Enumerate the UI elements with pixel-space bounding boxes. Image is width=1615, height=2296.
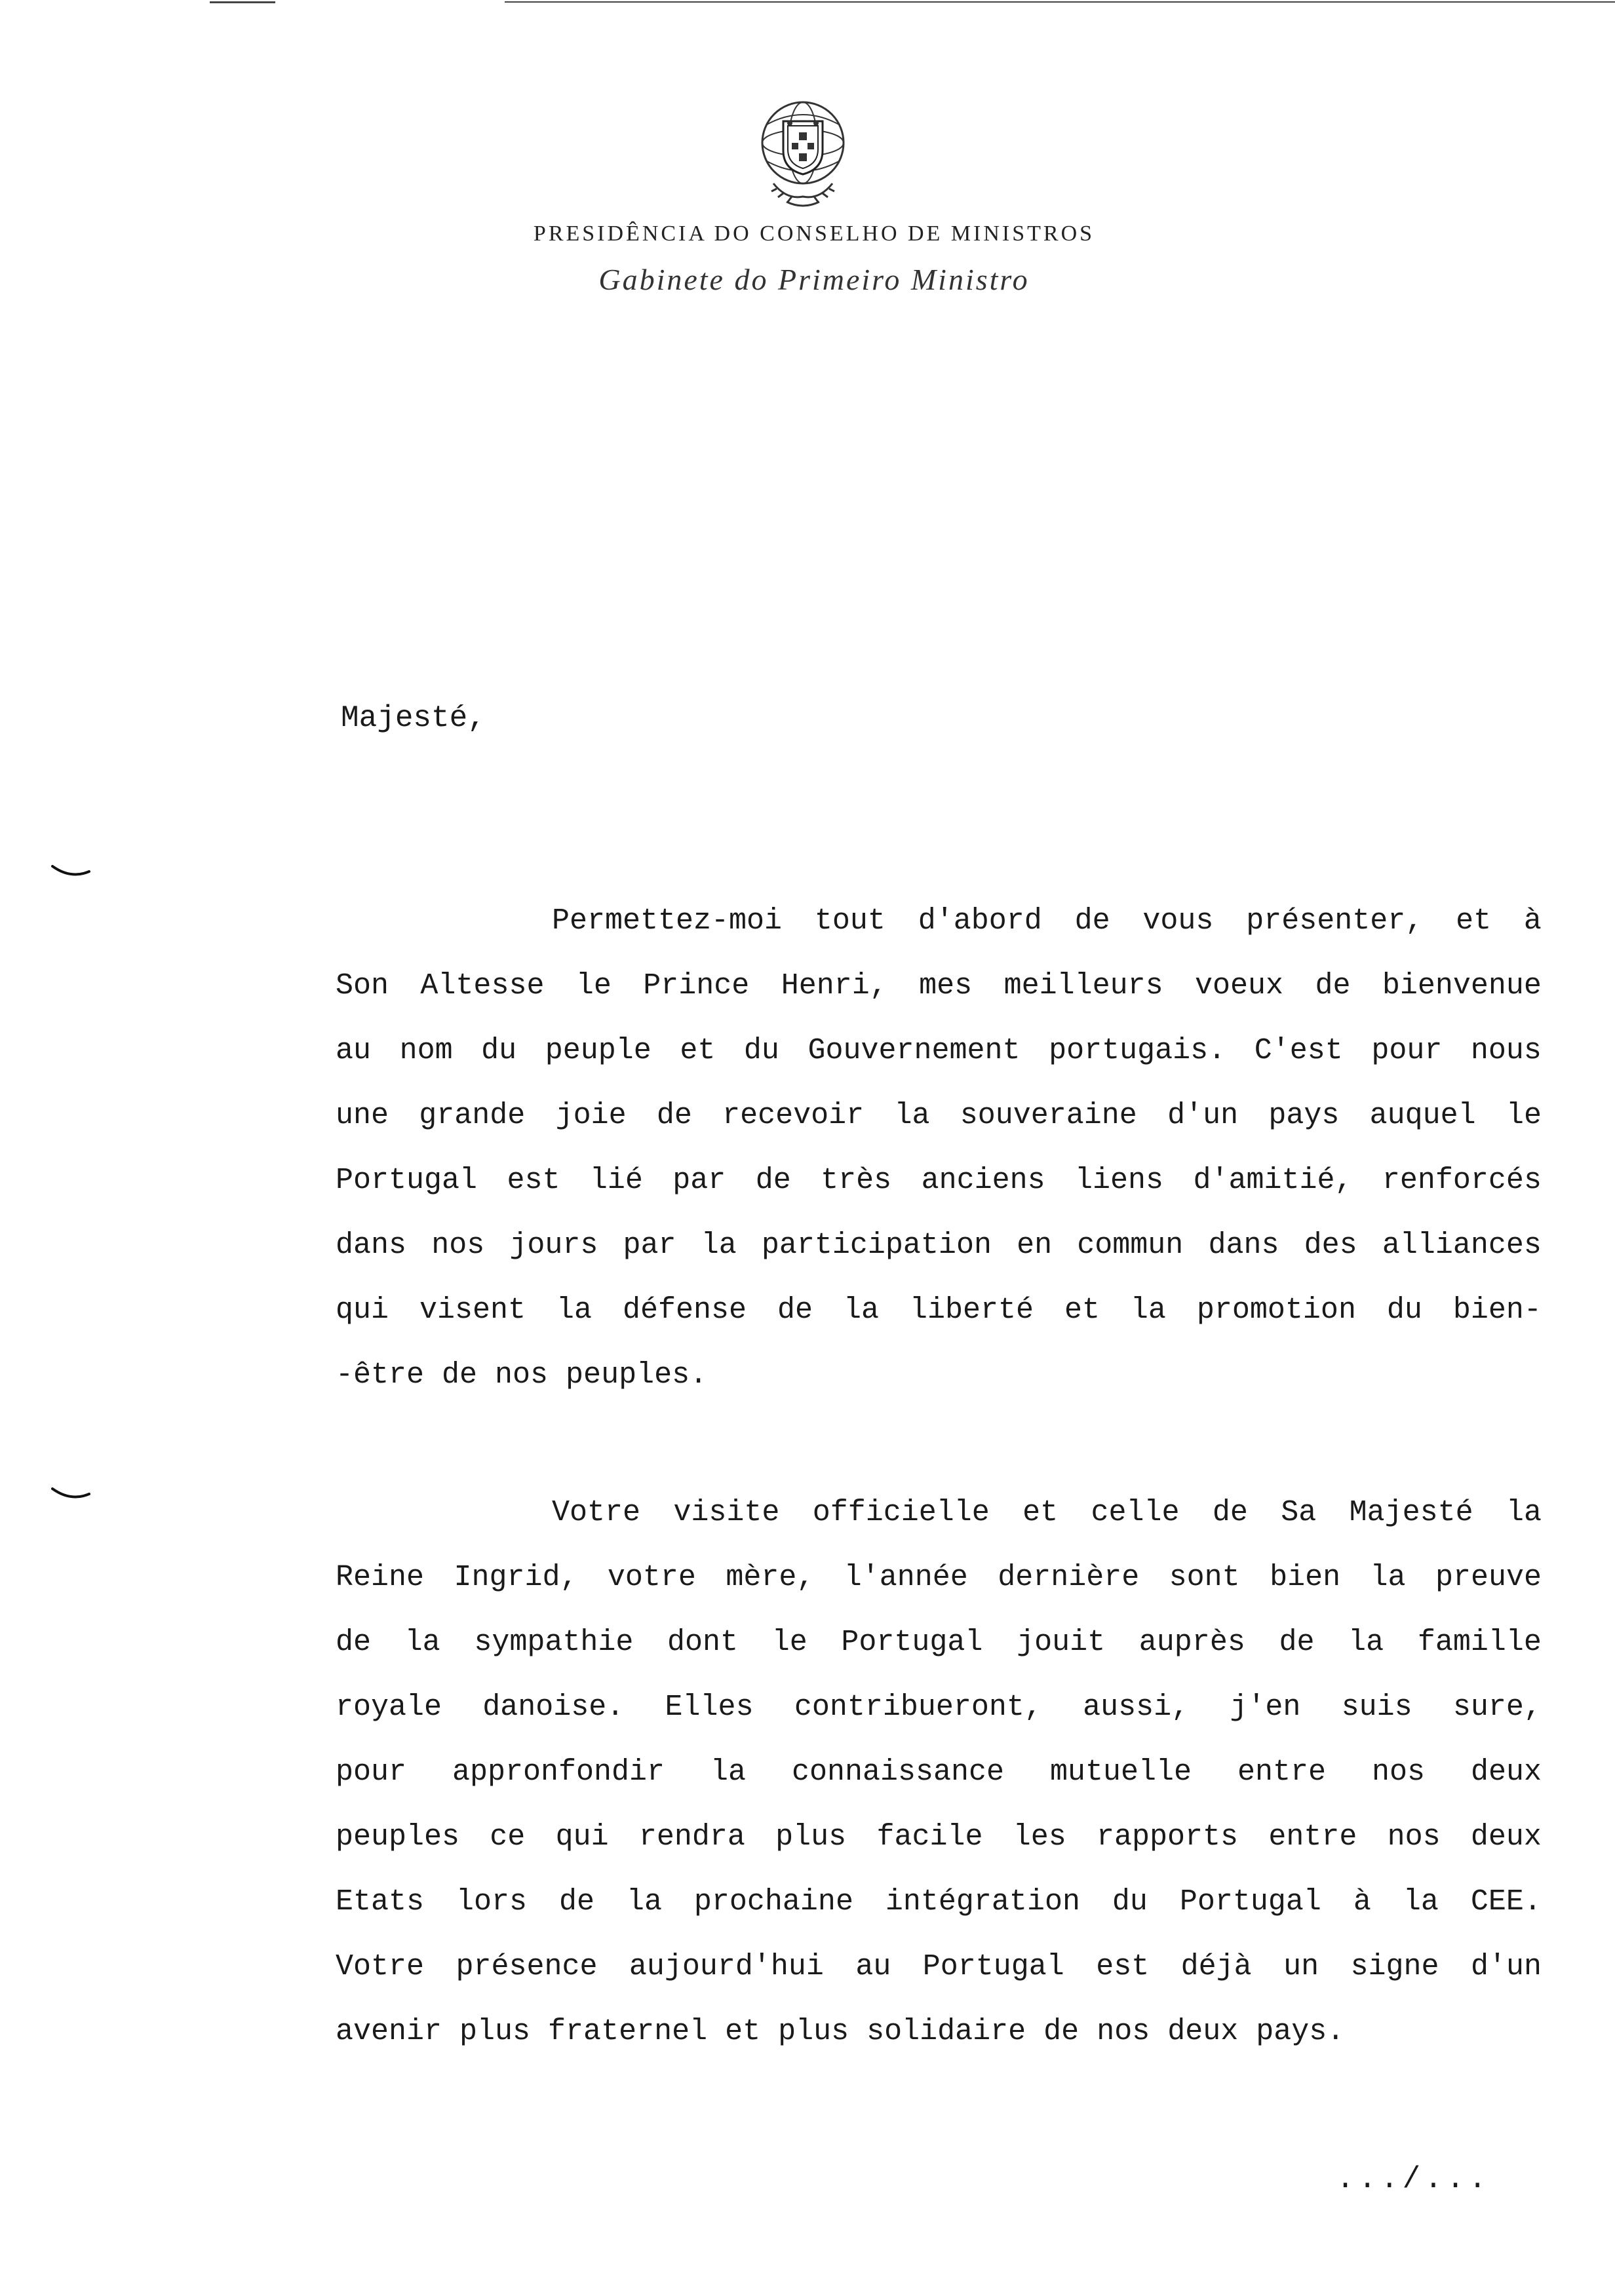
- word: la: [701, 1229, 737, 1262]
- word: d'un: [1470, 1950, 1542, 1983]
- word: pays: [1268, 1099, 1340, 1132]
- word: signe: [1350, 1950, 1439, 1983]
- office-subtitle: Gabinete do Primeiro Ministro: [598, 263, 1030, 296]
- word: sont: [1169, 1561, 1240, 1594]
- word: Votre: [336, 1950, 425, 1983]
- word: la: [710, 1755, 747, 1789]
- word: danoise.: [482, 1691, 625, 1724]
- word: qui: [555, 1820, 609, 1854]
- word: connaissance: [791, 1755, 1005, 1789]
- coat-of-arms-seal-icon: [747, 92, 859, 210]
- word: dont: [667, 1626, 739, 1659]
- word: Son: [336, 969, 389, 1003]
- paragraph-line: -être de nos peuples.: [336, 1358, 708, 1392]
- paragraph-line: [336, 1293, 1542, 1358]
- word: voeux: [1195, 969, 1284, 1003]
- margin-mark-icon: [51, 864, 90, 883]
- word: est: [1096, 1950, 1150, 1983]
- word: nos: [1371, 1755, 1425, 1789]
- word: commun: [1077, 1229, 1184, 1262]
- word: plus: [775, 1820, 847, 1854]
- word: nous: [1470, 1034, 1542, 1067]
- word: ce: [490, 1820, 526, 1854]
- word: en: [1017, 1229, 1053, 1262]
- word: la: [894, 1099, 930, 1132]
- word: à: [1353, 1885, 1371, 1919]
- word: les: [1013, 1820, 1066, 1854]
- word: d'amitié,: [1193, 1164, 1353, 1197]
- word: sure,: [1452, 1691, 1542, 1724]
- word: bien-: [1452, 1293, 1542, 1327]
- word: intégration: [885, 1885, 1080, 1919]
- word: la: [404, 1626, 440, 1659]
- word: aussi,: [1083, 1691, 1190, 1724]
- word: du: [1386, 1293, 1422, 1327]
- word: une: [336, 1099, 389, 1132]
- salutation: Majesté,: [341, 701, 486, 735]
- word: contribueront,: [794, 1691, 1042, 1724]
- paragraph-line: [336, 1755, 1542, 1820]
- word: pour: [1371, 1034, 1443, 1067]
- word: la: [1130, 1293, 1166, 1327]
- body-paragraph: [336, 1496, 1542, 2080]
- word: de: [1212, 1496, 1248, 1529]
- word: officielle: [812, 1496, 990, 1529]
- paragraph-line: [336, 1164, 1542, 1229]
- word: au: [336, 1034, 372, 1067]
- word: rapports: [1097, 1820, 1239, 1854]
- word: le: [575, 969, 612, 1003]
- word: deux: [1470, 1755, 1542, 1789]
- word: jouit: [1017, 1626, 1106, 1659]
- word: auprès: [1138, 1626, 1245, 1659]
- word: bien: [1270, 1561, 1341, 1594]
- word: alliances: [1382, 1229, 1542, 1262]
- paragraph-line: [336, 1229, 1542, 1293]
- word: nom: [399, 1034, 453, 1067]
- word: Gouvernement: [808, 1034, 1021, 1067]
- word: de: [558, 1885, 594, 1919]
- word: CEE.: [1470, 1885, 1542, 1919]
- word: dans: [336, 1229, 407, 1262]
- word: défense: [622, 1293, 747, 1327]
- word: auquel: [1369, 1099, 1476, 1132]
- word: par: [623, 1229, 676, 1262]
- word: de: [656, 1099, 692, 1132]
- word: dernière: [998, 1561, 1140, 1594]
- word: du: [1112, 1885, 1148, 1919]
- word: la: [1403, 1885, 1439, 1919]
- word: Portugal: [336, 1164, 478, 1197]
- paragraph-line: [336, 1626, 1542, 1691]
- word: entre: [1237, 1755, 1327, 1789]
- word: celle: [1091, 1496, 1180, 1529]
- paragraph-line: [336, 1034, 1542, 1099]
- word: Portugal: [1179, 1885, 1321, 1919]
- word: de: [1279, 1626, 1315, 1659]
- paragraph-line: [336, 1561, 1542, 1626]
- word: Portugal: [922, 1950, 1064, 1983]
- margin-mark-icon: [51, 1486, 90, 1506]
- word: mutuelle: [1049, 1755, 1192, 1789]
- word: qui: [336, 1293, 389, 1327]
- word: participation: [761, 1229, 992, 1262]
- scan-edge-line: [210, 1, 275, 3]
- paragraph-line: [336, 1950, 1542, 2015]
- word: pour: [336, 1755, 407, 1789]
- word: au: [855, 1950, 891, 1983]
- paragraph-line: [336, 1885, 1542, 1950]
- word: Majesté: [1349, 1496, 1473, 1529]
- word: peuples: [336, 1820, 460, 1854]
- word: recevoir: [722, 1099, 865, 1132]
- word: de: [777, 1293, 813, 1327]
- word: présence: [456, 1950, 598, 1983]
- word: d'un: [1167, 1099, 1239, 1132]
- word: rendra: [638, 1820, 745, 1854]
- institution-title: PRESIDÊNCIA DO CONSELHO DE MINISTROS: [533, 221, 1095, 246]
- word: de: [336, 1626, 372, 1659]
- word: suis: [1341, 1691, 1412, 1724]
- word: le: [1506, 1099, 1542, 1132]
- word: sympathie: [474, 1626, 634, 1659]
- word: Reine: [336, 1561, 425, 1594]
- word: la: [1370, 1561, 1406, 1594]
- word: de: [1315, 969, 1351, 1003]
- word: et: [1064, 1293, 1100, 1327]
- word: et: [1022, 1496, 1059, 1529]
- word: deux: [1470, 1820, 1542, 1854]
- word: royale: [336, 1691, 442, 1724]
- word: appronfondir: [452, 1755, 665, 1789]
- word: renforcés: [1382, 1164, 1542, 1197]
- word: présenter,: [1246, 904, 1424, 938]
- scan-edge-line: [505, 1, 1615, 3]
- continuation-mark: .../...: [1336, 2162, 1490, 2196]
- word: votre: [607, 1561, 696, 1594]
- word: à: [1523, 904, 1542, 938]
- word: visite: [673, 1496, 780, 1529]
- word: lors: [456, 1885, 528, 1919]
- word: très: [821, 1164, 892, 1197]
- word: Prince: [643, 969, 750, 1003]
- word: liens: [1075, 1164, 1164, 1197]
- word: mère,: [726, 1561, 815, 1594]
- word: prochaine: [693, 1885, 853, 1919]
- word: par: [672, 1164, 726, 1197]
- word: liberté: [909, 1293, 1034, 1327]
- word: nos: [431, 1229, 485, 1262]
- word: des: [1304, 1229, 1357, 1262]
- paragraph-line: [336, 969, 1542, 1034]
- word: Portugal: [841, 1626, 983, 1659]
- word: joie: [555, 1099, 627, 1132]
- word: Ingrid,: [454, 1561, 578, 1594]
- word: lié: [589, 1164, 643, 1197]
- word: est: [507, 1164, 560, 1197]
- word: C'est: [1254, 1034, 1343, 1067]
- word: la: [843, 1293, 879, 1327]
- word: souveraine: [960, 1099, 1137, 1132]
- word: vous: [1142, 904, 1214, 938]
- word: promotion: [1196, 1293, 1356, 1327]
- word: Henri,: [781, 969, 887, 1003]
- word: grande: [419, 1099, 526, 1132]
- word: famille: [1417, 1626, 1542, 1659]
- word: du: [481, 1034, 517, 1067]
- word: Permettez-moi: [552, 904, 783, 938]
- word: de: [755, 1164, 791, 1197]
- word: meilleurs: [1003, 969, 1163, 1003]
- word: Etats: [336, 1885, 425, 1919]
- word: jours: [509, 1229, 598, 1262]
- word: Elles: [665, 1691, 754, 1724]
- word: Votre: [552, 1496, 641, 1529]
- paragraph-line: [336, 1099, 1542, 1164]
- word: j'en: [1230, 1691, 1301, 1724]
- word: de: [1074, 904, 1110, 938]
- body-paragraph: [336, 904, 1542, 1423]
- word: la: [1348, 1626, 1384, 1659]
- word: portugais.: [1049, 1034, 1226, 1067]
- word: un: [1283, 1950, 1319, 1983]
- word: bienvenue: [1382, 969, 1542, 1003]
- word: la: [626, 1885, 662, 1919]
- word: peuple: [545, 1034, 652, 1067]
- word: d'abord: [918, 904, 1042, 938]
- word: dans: [1208, 1229, 1279, 1262]
- word: déjà: [1180, 1950, 1252, 1983]
- word: tout: [814, 904, 885, 938]
- word: Altesse: [420, 969, 545, 1003]
- word: mes: [919, 969, 973, 1003]
- paragraph-line: [336, 1820, 1542, 1885]
- word: du: [743, 1034, 779, 1067]
- word: preuve: [1435, 1561, 1542, 1594]
- paragraph-line: avenir plus fraternel et plus solidaire de nos deux pays.: [336, 2015, 1345, 2048]
- word: aujourd'hui: [629, 1950, 824, 1983]
- word: la: [1506, 1496, 1542, 1529]
- word: Sa: [1281, 1496, 1317, 1529]
- word: le: [771, 1626, 808, 1659]
- word: et: [680, 1034, 716, 1067]
- word: anciens: [921, 1164, 1045, 1197]
- paragraph-line: [336, 1496, 1542, 1561]
- word: et: [1456, 904, 1492, 938]
- paragraph-line: [336, 904, 1542, 969]
- word: visent: [419, 1293, 526, 1327]
- word: l'année: [844, 1561, 968, 1594]
- word: la: [556, 1293, 592, 1327]
- word: nos: [1387, 1820, 1441, 1854]
- word: facile: [876, 1820, 983, 1854]
- word: entre: [1268, 1820, 1357, 1854]
- paragraph-line: [336, 1691, 1542, 1755]
